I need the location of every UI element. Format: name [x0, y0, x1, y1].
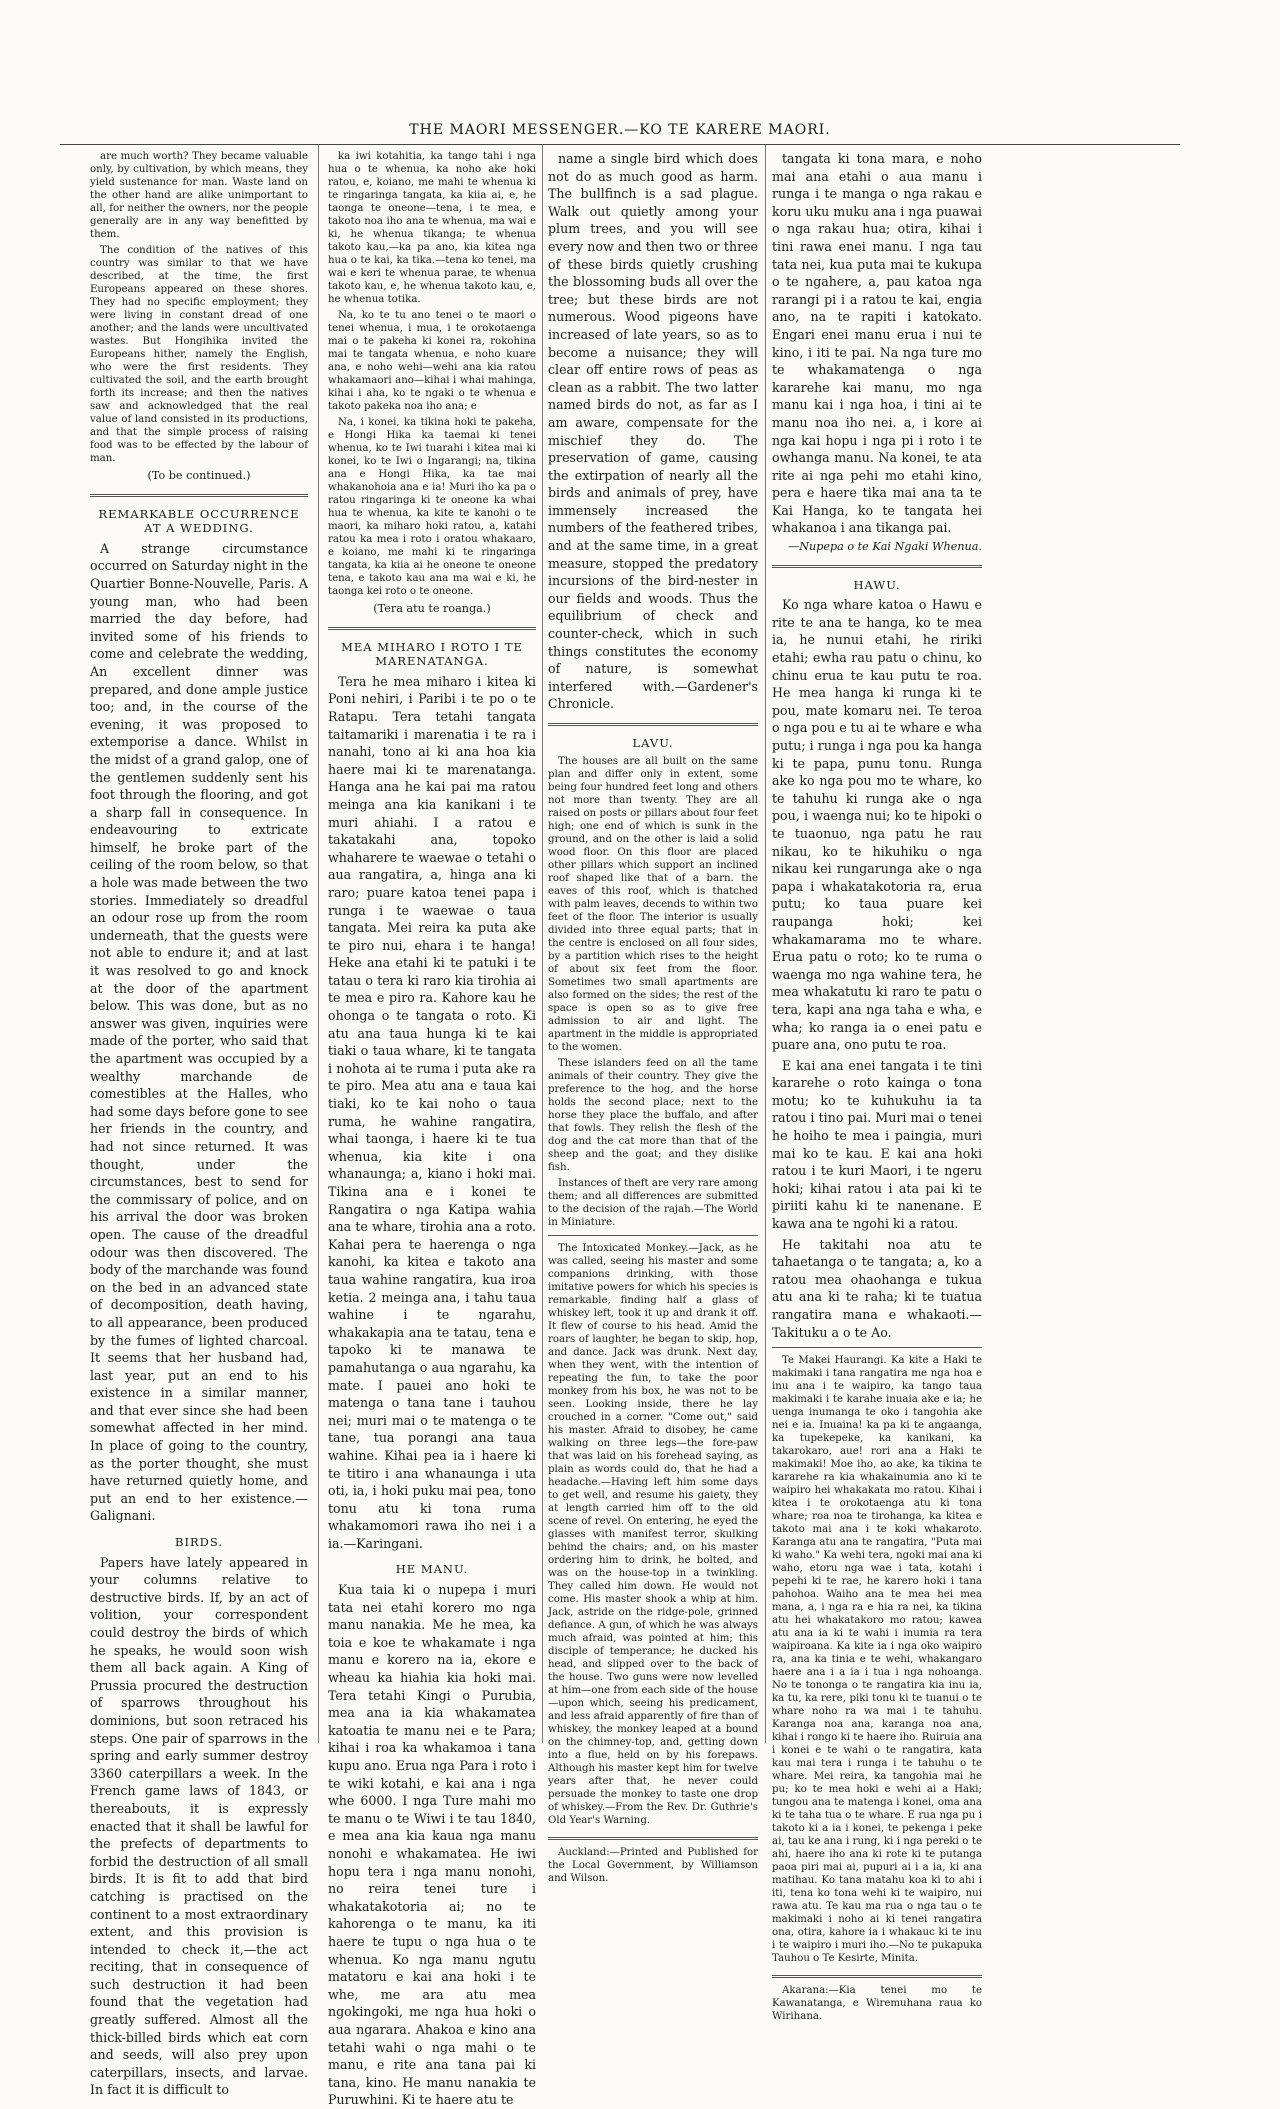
paragraph: These islanders feed on all the tame animals of their country. They give the preference to the hog, and the horse holds the second place; next to the horse they place the buffalo, and after that fowls. They relish the flesh of the dog and the cat more than that of the sheep and the goat; and they dislike fish. — [548, 1057, 758, 1173]
paragraph: name a single bird which does not do as much good as harm. The bullfinch is a sad plague. Walk out quietly among your plum trees, and you will see every now and then two or three of these birds quietly crushing the blossoming buds all over the tree; but these birds are not numerous. Wood pigeons have increased of late years, so as to become a nuisance; they will clear off entire rows of peas as clean as a rabbit. The two latter named birds do not, as far as I am aware, compensate for the mischief they do. The preservation of game, causing the extirpation of nearly all the birds and animals of prey, have immensely increased the numbers of the feathered tribes, and at the same time, in a great measure, stopped the predatory incursions of the bird-nester in our fields and woods. Thus the equilibrium of check and counter-check, which in such things constitutes the economy of nature, is somewhat interfered with.—Gardener's Chronicle. — [548, 151, 758, 712]
paragraph: Te Makei Haurangi. Ka kite a Haki te makimaki i tana rangatira me nga hoa e inu ana i te waipiro, ka tango taua makimaki i te karahe inuaia ake e ia; he uenga inumanga te oko i tangohia ake nei e ia. Inuaina! ka pa ki te angaanga, ka tupekepeke, ka kanikani, ka takarokaro, aue! rori ana a Haki te makimaki! Moe iho, ao ake, ka tikina te kararehe ra kia whakainumia ano ki te waipiro hei whakakata mo ratou. Kihai i kitea i te orokotaenga atu ki tona whare; roa noa te tirohanga, ka kitea e takoto mai ana i te koki whakaroto. Karanga atu ana te rangatira, "Puta mai ki waho." Ka wehi tera, ngoki mai ana ki waho, etoru nga wae i tata, kotahi i pepehi ki te rae, he karero hoki i tana pahohoa. Waiho ana te mea hei mea mana, a, i nga ra e hia ra nei, ka tikina atu hei whakatakoro mo ratou; kawea atu ana ia ki te wahi i inumia ra tera waipiroana. Ka kite ia i nga oko waipiro ra, ana ka tinia e te wehi, whakangaro haere ana i a ia i tua i nga nohoanga. No te tononga o te rangatira kia inu ia, ka tu, ka rere, piki tonu ki te tuanui o te whare noho ra wa mai i te tahuhu. Karanga noa ana, karanga noa ana, kihai i rongo ki te haere iho. Ruiruia ana i konei e te wahi o te rangatira, kata kau mai tera i runga i te tahuhu o te whare. Mei reira, ka tangohia mai he pu; ko te mea hoki e wehi ai a Haki; tungou ana te matenga i konei, oma ana ki te taha tua o te whare. E rua nga pu i takoto ki a ia i konei, te pekenga i peke ai, tau ke ana i rung, ki i nga pereki o te ahi, haere iho ana ki rote ki te putanga paoa piri mai ai, pupuri ai i a ia, ki ana matihau. Ko tana matahu koa ki to ahi i iti, tena ko tona wehi ki te waipiro, nui rawa atu. Te kau ma rua o nga tau o te makimaki i noho ai ki tenei rangatira ona, otira, kahore ia i whakauc ki te inu i te waipiro i muri iho.—No te pukapuka Tauhou o Te Kesirte, Minita. — [772, 1355, 982, 1965]
section-rule — [772, 1347, 982, 1348]
paragraph: Tera he mea miharo i kitea ki Poni nehiri, i Paribi i te po o te Ratapu. Tera tetahi tangata taitamariki i marenatia i te ra i nanahi, tono ai ki ana hoa kia haere mai ki te marenatanga. Hanga ana he kai pai ma ratou meinga ana kia kanikani i te muri ahiahi. I a ratou e takatakahi ana, topoko whaharere te waewae o tetahi o aua rangatira, a, hinga ana ki raro; puare katoa tenei papa i runga i te waewae o taua tangata. Mei reira ka puta ake te piro nui, ehara i te hanga! Heke ana etahi ki te patuki i te tatau o tera ki raro kia tirohia ai te mea e piro ra. Kahore kau he ohonga o te tangata o roto. Ki atu ana taua hunga ki te kai tiaki o taua whare, ki te tangata i nohota ai te ruma i puta ake ra te piro. Mea atu ana e taua kai tiaki, ko te kai noho o taua ruma, he wahine rangatira, whai taonga, i haere ki te tua whenua, kia kite i ona whanaunga; a, kiano i hoki mai. Tikina ana e i konei te Rangatira o nga Katipa wahia ana te whare, tirohia ana a roto. Kahai pera te haerenga o nga kanohi, ka kitea e takoto ana taua wahine rangatira, kua iroa ketia. 2 meinga ana, i tahu taua wahine i te ngarahu, whakakapia ana te tatau, tena e tapoko ki te manawa te pamahutanga o aua ngarahu, ka mate. I pauei ano hoki te matenga o tana tane i tauhou nei; muri mai o te matenga o te tane, tua porangi ana taua wahine. Kihai pea ia i haere ki te titiro i ana whanaunga i uta oti, ia, i hoki puku mai pea, tono tonu atu ki tona ruma whakamomori rawa iho nei i a ia.—Karingani. — [328, 673, 536, 1551]
article-heading: MEA MIHARO I ROTO I TE MARENATANGA. — [341, 639, 523, 669]
paragraph: The Intoxicated Monkey.—Jack, as he was called, seeing his master and some companions drinking, with those imitative powers for which his species is remarkable, finding half a glass of whiskey left, took it up and drank it off. It flew of course to his head. Amid the roars of laughter, he began to skip, hop, and dance. Jack was drunk. Next day, when they went, with the intention of repeating the fun, to take the poor monkey from his box, he was not to be seen. Looking inside, there he lay crouched in a corner. "Come out," said his master. Afraid to disobey, he came walking on three legs—the fore-paw that was laid on his forehead saying, as plain as words could do, that he had a headache.—Having left him some days to get well, and resume his gaiety, they at length carried him off to the old scene of revel. On entering, he eyed the glasses with manifest terror, skulking behind the chairs; and, on his master ordering him to drink, he bolted, and was on the house-top in a twinkling. They called him down. He would not come. His master shook a whip at him. Jack, astride on the ridge-pole, grinned defiance. A gun, of which he was always much afraid, was pointed at him; this disciple of temperance; he ducked his head, and slipped over to the back of the house. Two guns were now levelled at him—one from each side of the house—upon which, seeing his predicament, and less afraid apparently of fire than of whiskey, the monkey leaped at a bound on the chimney-top, and, getting down into a flue, held on by his forepaws. Although his master kept him for twelve years after that, he never could persuade the monkey to taste one drop of whiskey.—From the Rev. Dr. Guthrie's Old Year's Warning. — [548, 1242, 758, 1826]
continued-note: (To be continued.) — [147, 469, 251, 482]
column-1 — [90, 150, 308, 2098]
column-divider — [318, 145, 319, 1743]
article-heading: REMARKABLE OCCURRENCE AT A WEDDING. — [98, 506, 300, 536]
column-2 — [328, 150, 536, 2108]
column-divider — [542, 145, 543, 1743]
paragraph: are much worth? They became valuable only, by cultivation, by which means, they yield sustenance for man. Waste land on the other hand are alike unimportant to all, for neither the owners, nor the people generally are in any way benefitted by them. — [90, 151, 308, 240]
article-heading: HE MANU. — [395, 1562, 469, 1577]
section-rule — [328, 627, 536, 630]
section-rule — [90, 494, 308, 497]
section-rule — [548, 723, 758, 726]
column-3 — [548, 150, 758, 1884]
column-4 — [772, 150, 982, 2023]
paragraph: Papers have lately appeared in your columns relative to destructive birds. If, by an act of volition, your correspondent could destroy the birds of which he speaks, he would soon wish them all back again. A King of Prussia procured the destruction of sparrows throughout his dominions, but soon retraced his steps. One pair of sparrows in the spring and early summer destroy 3360 caterpillars a week. In the French game laws of 1843, or thereabouts, it is expressly enacted that it shall be lawful for the prefects of departments to forbid the destruction of all small birds. It is fit to add that bird catching is practised on the continent to a most extraordinary extent, and this provision is intended to check it,—the act reciting, that in consequence of such destruction it had been found that the vegetation had greatly suffered. Almost all the thick-billed birds which eat corn and seeds, will also prey upon caterpillars, insects, and larvae. In fact it is difficult to — [90, 1554, 308, 2098]
section-rule — [548, 1837, 758, 1840]
column-divider — [765, 145, 766, 1743]
section-rule — [772, 565, 982, 568]
paragraph: The houses are all built on the same plan and differ only in extent, some being four hundred feet long and others not more than twenty. They are all raised on posts or pillars about four feet high; one end of which is sunk in the ground, and on the other is laid a solid wood floor. On this floor are placed other pillars which support an inclined roof shaped like that of a barn. the eaves of this roof, which is thatched with palm leaves, decends to within two feet of the floor. The interior is usually divided into three equal parts; that in the centre is enclosed on all four sides, by a partition which rises to the height of about six feet from the floor. Sometimes two small apartments are also formed on the sides; the rest of the space is open so as to give free admission to air and light. The apartment in the middle is appropriated to the women. — [548, 755, 758, 1053]
paragraph: The condition of the natives of this country was similar to that we have described, at the time, the first Europeans appeared on these shores. They had no specific employment; they were living in constant dread of one another; and the lands were uncultivated wastes. But Hongihika invited the Europeans hither, namely the English, who were the first residents. They cultivated the soil, and the earth brought forth its increase; and then the natives saw and acknowledged that the real value of land consisted in its productions, and that the simple process of raising food was to be effected by the labour of man. — [90, 245, 308, 464]
article-heading: LAVU. — [632, 736, 674, 750]
masthead-rule — [60, 144, 1180, 145]
paragraph: He takitahi noa atu te tahaetanga o te tangata; a, ko a ratou mea ohaohanga e tukua atu ana ki te raha; ki te tuatua rangatira mana e whakaoti.—Takituku a o te Ao. — [772, 1236, 982, 1340]
article-heading: HAWU. — [853, 577, 901, 592]
article-heading: BIRDS. — [175, 1535, 223, 1550]
imprint: Auckland:—Printed and Published for the Local Government, by Williamson and Wilson. — [548, 1846, 758, 1884]
masthead-title: THE MAORI MESSENGER.—KO TE KARERE MAORI. — [409, 122, 831, 138]
section-rule — [772, 1975, 982, 1978]
continued-note: (Tera atu te roanga.) — [373, 602, 491, 615]
paragraph: tangata ki tona mara, e noho mai ana etahi o aua manu i runga i te manga o nga rakau e koru uku muku ana i nga puawai o nga rakau hua; otira, kihai i tini rawa enei manu. I nga tau tata nei, kua puta mai te kukupa o te ngahere, a, pau katoa nga rarangi pi i a ratou te kai, engia ano, na te rapiti i katokato. Engari enei manu erua i nui te kino, i iti te pai. Na nga ture mo te whakamatenga o nga kararehe kai manu, mo nga manu kai i nga hoa, i tini ai te manu noa iho nei. a, i kore ai nga kai hopu i nga pi i roto i te owhanga manu. Na konei, te ata rite ai nga pehi mo etahi kino, pera e haere tika mai ana ta te Kai Hanga, ko te tangata hei whakanoa i ana tikanga pai. — [772, 151, 982, 536]
paragraph: Ko nga whare katoa o Hawu e rite te ana te hanga, ko te mea ia, he nunui etahi, he ririki etahi; ewha rau patu o chinu, ko chinu erua te kau putu te roa. He mea hanga ki runga ki te pou, mate komaru nei. Te teroa o nga pou e tu ai te whare e wha putu; i runga i nga pou ka hanga ki te papa, punu tonu. Runga ake ko nga pou mo te whare, ko te tahuhu ki runga ake o nga pou, i waenga nui; ko te hipoki o te tuaonuo, nga patu he rau nikau, ko te hikuhiku o nga nikau kei rungarunga ake o nga papa i whakatakotoria ra, erua putu; ko taua puare kei raupanga hoki; kei whakamarama mo te whare. Erua patu o roto; ko te ruma o waenga mo nga wahine tera, he mea whakatutu ki raro te patu o tera, kapi ana nga taha e wha, e wha; ko ranga ia o enei patu e puare ana, ono putu te roa. — [772, 597, 982, 1053]
paragraph: ka iwi kotahitia, ka tango tahi i nga hua o te whenua, ka noho ake hoki ratou, e, koiano, me mahi te whenua ki te ringaringa tangata, ka kiia ai, e, he taonga te oneone—tena, i te mea, e takoto noa iho ana te whenua, ma wai e ki, he whenua tikanga; te whenua takoto kau,—ka pa ano, kia kitea nga hua o te kai, ka tika.—tena ko tenei, ma wai e keri te whenua parae, te whenua takoto kau, e, he whenua takoto kau, e, he whenua totika. — [328, 151, 536, 305]
paragraph: E kai ana enei tangata i te tini kararehe o roto kainga o tona motu; ko te kuhukuhu ia ta ratou i tino pai. Muri mai o tenei he hoiho te mea i paingia, muri mai ko te kau. E kai ana hoki ratou i te kuri Maori, i te ngeru hoki; kihai ratou i ata pai ki te piriiti kahu ki te nanenane. E kawa ana te ngohi ki a ratou. — [772, 1057, 982, 1232]
source-credit: —Nupepa o te Kai Ngaki Whenua. — [788, 540, 982, 554]
section-rule — [548, 1235, 758, 1236]
paragraph: Kua taia ki o nupepa i muri tata nei etahi korero mo nga manu nanakia. Me he mea, ka toia e koe te whakamate i nga manu e korero na ia, ekore e wheau ka hiahia kia hoki mai. Tera tetahi Kingi o Purubia, mea ana ia kia whakamatea katoatia te manu nei e te Para; kihai i roa ka whakamoa i tana kupu ano. Erua nga Para i roto i te wiki kotahi, e kai ana i nga whe 6000. I nga Ture mahi mo te manu o te Wiwi i te tau 1840, e mea ana kia kaua nga manu nonohi e whakamatea. He iwi hopu tera i nga manu nonohi, no reira tenei ture i whakatakotoria ai; no te kahorenga o te manu, ka iti haere te tupu o nga hua o te whenua. Ko nga manu ngutu matatoru e kai ana hoki i te whe, me ara atu mea ngokingoki, me nga hua hoki o aua ngarara. Ahakoa e kino ana tetahi wahi o nga mahi o te manu, e rite ana tana pai ki tana, kino. He manu nanakia te Puruwhini. Ki te haere atu te — [328, 1582, 536, 2108]
imprint: Akarana:—Kia tenei mo te Kawanatanga, e Wiremuhana raua ko Wirihana. — [772, 1985, 982, 2023]
paragraph: Na, i konei, ka tikina hoki te pakeha, e Hongi Hika ka taemai ki tenei whenua, ko te Iwi tuarahi i kitea mai ki konei, ko te Iwi o Ingarangi; na, tikina ana e Hongi Hika, ka tae mai whakanohoia ana e ia! Muri iho ka pa o ratou ringaringa ki te oneone ka whai hua te whenua, ka kite te kanohi o te maori, ka miharo hoki ratou, a, katahi ratou ka mea i roto i oratou whakaaro, e koiano, me mahi ki te ringaringa tangata, ka kiia ai he oneone te oneone tena, e takoto kau ana ma wai e ki, he taonga kei roto o te oneone. — [328, 417, 536, 597]
paragraph: Na, ko te tu ano tenei o te maori o tenei whenua, i mua, i te orokotaenga mai o te pakeha ki konei ra, rokohina mai te tangata whenua, e noho kuare ana, e noho wehi—wehi ana kia ratou whakamaori ano—kihai i whai mahinga, kihai i aha, ko te ngaki o te whenua e takoto pakeka noa iho ana; e — [328, 310, 536, 412]
paragraph: Instances of theft are very rare among them; and all differences are submitted to the decision of the rajah.—The World in Miniature. — [548, 1177, 758, 1228]
paragraph: A strange circumstance occurred on Saturday night in the Quartier Bonne-Nouvelle, Paris. A young man, who had been married the day before, had invited some of his friends to come and celebrate the wedding, An excellent dinner was prepared, and done ample justice too; and, in the course of the evening, it was proposed to extemporise a dance. Whilst in the midst of a grand galop, one of the gentlemen suddenly sent his foot through the flooring, and got a sharp fall in consequence. In endeavouring to extricate himself, he broke part of the ceiling of the room below, so that a hole was made between the two stories. Immediately so dreadful an odour rose up from the room underneath, that the guests were not able to endure it; and at last it was resolved to go and knock at the door of the apartment below. This was done, but as no answer was given, inquiries were made of the porter, who said that the apartment was occupied by a wealthy marchande de comestibles at the Halles, who had some days before gone to see her friends in the country, and had not since returned. It was thought, under the circumstances, best to send for the commissary of police, and on his arrival the door was broken open. The cause of the dreadful odour was then discovered. The body of the marchande was found on the bed in an advanced state of decomposition, death having, to all appearance, been produced by the fumes of lighted charcoal. It seems that her husband had, last year, put an end to his existence in a similar manner, and that ever since she had been somewhat affected in her mind. In place of going to the country, as the porter thought, she must have returned quietly home, and put an end to her existence.—Galignani. — [90, 540, 308, 1524]
masthead — [60, 122, 1180, 138]
